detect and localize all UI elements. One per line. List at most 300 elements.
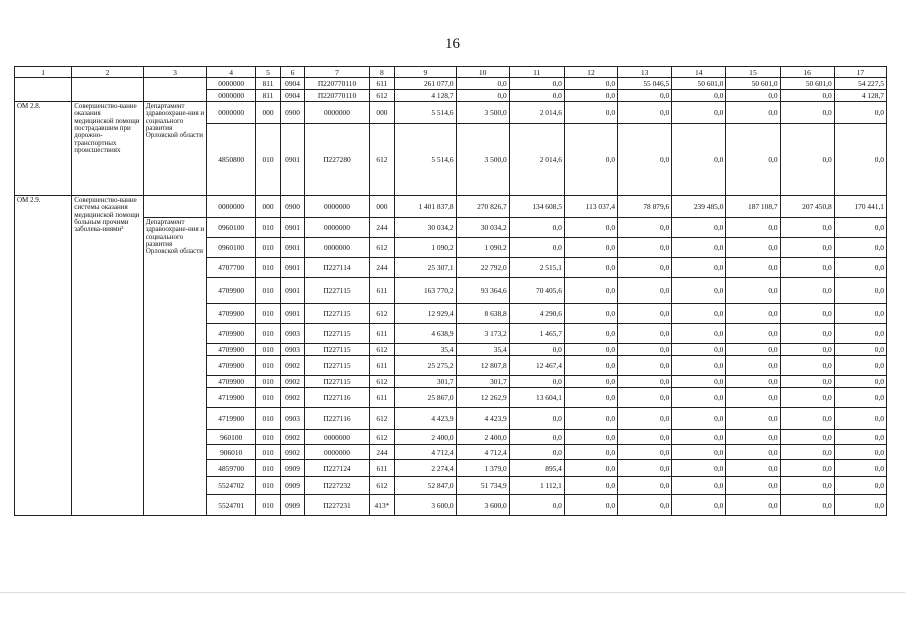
cell-col-16: 0,0 (780, 445, 834, 460)
cell-col-5: 010 (256, 356, 281, 376)
cell-col-14: 0,0 (672, 258, 726, 278)
cell-col-9: 2 274,4 (395, 460, 456, 477)
cell-col-9: 2 400,0 (395, 430, 456, 445)
cell-col-7: 0000000 (305, 238, 369, 258)
cell-col-15: 0,0 (726, 388, 780, 408)
cell-col-4: 4709900 (207, 344, 256, 356)
cell-col-2 (72, 78, 144, 102)
cell-col-6: 0904 (280, 78, 305, 90)
cell-col-12: 0,0 (564, 445, 617, 460)
table-row (15, 102, 887, 124)
cell-col-4: 5524702 (207, 477, 256, 495)
cell-col-13: 0,0 (618, 408, 672, 430)
cell-col-15: 50 601,0 (726, 78, 780, 90)
cell-col-17: 0,0 (834, 124, 886, 196)
cell-col-14: 50 601,0 (672, 78, 726, 90)
cell-col-14: 0,0 (672, 304, 726, 324)
cell-col-5: 811 (256, 78, 281, 90)
cell-col-16: 0,0 (780, 356, 834, 376)
cell-col-17: 0,0 (834, 304, 886, 324)
column-number: 8 (369, 67, 395, 78)
cell-col-15: 0,0 (726, 408, 780, 430)
cell-col-17: 0,0 (834, 477, 886, 495)
table-body (15, 67, 887, 516)
cell-col-5: 000 (256, 102, 281, 124)
cell-col-13: 0,0 (618, 304, 672, 324)
table-row (15, 196, 887, 218)
cell-col-17: 0,0 (834, 376, 886, 388)
cell-col-5: 010 (256, 218, 281, 238)
page-number: 16 (445, 36, 460, 52)
cell-col-8: 612 (369, 408, 395, 430)
cell-col-7: П227114 (305, 258, 369, 278)
cell-col-2: Совершенство-вание оказания медицинской помощи пострадавшим при дорожно-транспортных происшествиях (72, 102, 144, 196)
cell-col-14: 0,0 (672, 90, 726, 102)
cell-col-10: 8 638,8 (456, 304, 509, 324)
cell-col-6: 0903 (280, 408, 305, 430)
cell-col-17: 0,0 (834, 408, 886, 430)
cell-col-12: 0,0 (564, 218, 617, 238)
cell-col-6: 0902 (280, 445, 305, 460)
cell-col-12: 0,0 (564, 324, 617, 344)
cell-col-10: 22 792,0 (456, 258, 509, 278)
cell-col-4: 4707700 (207, 258, 256, 278)
cell-col-9: 30 034,2 (395, 218, 456, 238)
cell-col-10: 4 423,9 (456, 408, 509, 430)
cell-col-13: 0,0 (618, 218, 672, 238)
cell-col-8: 611 (369, 460, 395, 477)
cell-col-17: 4 128,7 (834, 90, 886, 102)
cell-col-16: 0,0 (780, 324, 834, 344)
cell-col-4: 4850800 (207, 124, 256, 196)
cell-col-4: 0000000 (207, 196, 256, 218)
cell-col-4: 4709900 (207, 278, 256, 304)
cell-col-16: 0,0 (780, 495, 834, 516)
cell-col-15: 0,0 (726, 324, 780, 344)
cell-col-8: 612 (369, 124, 395, 196)
cell-col-10: 0,0 (456, 78, 509, 90)
cell-col-5: 010 (256, 477, 281, 495)
column-number: 7 (305, 67, 369, 78)
cell-col-15: 0,0 (726, 238, 780, 258)
cell-col-6: 0901 (280, 238, 305, 258)
cell-col-14: 0,0 (672, 408, 726, 430)
cell-col-12: 0,0 (564, 408, 617, 430)
cell-col-7: П220770110 (305, 78, 369, 90)
cell-col-12: 0,0 (564, 304, 617, 324)
cell-col-10: 51 734,9 (456, 477, 509, 495)
cell-col-10: 30 034,2 (456, 218, 509, 238)
cell-col-17: 0,0 (834, 460, 886, 477)
cell-col-12: 0,0 (564, 388, 617, 408)
cell-col-6: 0903 (280, 344, 305, 356)
cell-col-8: 244 (369, 445, 395, 460)
cell-col-13: 0,0 (618, 324, 672, 344)
cell-col-12: 0,0 (564, 477, 617, 495)
cell-col-13: 0,0 (618, 430, 672, 445)
cell-col-14: 0,0 (672, 477, 726, 495)
cell-col-10: 3 500,0 (456, 102, 509, 124)
cell-col-6: 0901 (280, 258, 305, 278)
cell-col-5: 010 (256, 238, 281, 258)
cell-col-8: 611 (369, 388, 395, 408)
cell-col-7: П227116 (305, 408, 369, 430)
cell-col-8: 611 (369, 78, 395, 90)
cell-col-9: 5 514,6 (395, 124, 456, 196)
cell-col-9: 1 090,2 (395, 238, 456, 258)
cell-col-8: 612 (369, 477, 395, 495)
cell-col-16: 0,0 (780, 124, 834, 196)
cell-col-6: 0901 (280, 304, 305, 324)
cell-col-12: 0,0 (564, 356, 617, 376)
column-number: 11 (509, 67, 564, 78)
cell-col-4: 4709900 (207, 324, 256, 344)
cell-col-13: 0,0 (618, 344, 672, 356)
cell-col-5: 010 (256, 388, 281, 408)
cell-col-16: 0,0 (780, 238, 834, 258)
cell-col-5: 010 (256, 344, 281, 356)
cell-col-4: 4719900 (207, 408, 256, 430)
cell-col-15: 0,0 (726, 376, 780, 388)
cell-col-5: 010 (256, 408, 281, 430)
cell-col-12: 0,0 (564, 102, 617, 124)
cell-col-4: 5524701 (207, 495, 256, 516)
cell-col-10: 301,7 (456, 376, 509, 388)
cell-col-17: 0,0 (834, 344, 886, 356)
cell-col-7: П227232 (305, 477, 369, 495)
cell-col-16: 0,0 (780, 408, 834, 430)
cell-col-16: 0,0 (780, 344, 834, 356)
cell-col-4: 0000000 (207, 102, 256, 124)
cell-col-13: 0,0 (618, 495, 672, 516)
cell-col-12: 0,0 (564, 90, 617, 102)
column-number: 10 (456, 67, 509, 78)
cell-col-15: 0,0 (726, 304, 780, 324)
table-row (15, 218, 887, 238)
cell-col-6: 0900 (280, 196, 305, 218)
cell-col-8: 612 (369, 430, 395, 445)
cell-col-7: 0000000 (305, 445, 369, 460)
cell-col-15: 0,0 (726, 344, 780, 356)
cell-col-16: 0,0 (780, 102, 834, 124)
cell-col-15: 0,0 (726, 90, 780, 102)
cell-col-5: 010 (256, 324, 281, 344)
cell-col-10: 93 364,6 (456, 278, 509, 304)
cell-col-9: 1 401 837,8 (395, 196, 456, 218)
cell-col-4: 0000000 (207, 90, 256, 102)
cell-col-12: 0,0 (564, 278, 617, 304)
cell-col-7: П227115 (305, 278, 369, 304)
cell-col-17: 54 227,5 (834, 78, 886, 90)
cell-col-13: 0,0 (618, 258, 672, 278)
cell-col-14: 0,0 (672, 324, 726, 344)
cell-col-11: 2 014,6 (509, 102, 564, 124)
cell-col-11: 2 515,1 (509, 258, 564, 278)
cell-col-17: 0,0 (834, 278, 886, 304)
cell-col-17: 0,0 (834, 324, 886, 344)
cell-col-11: 4 290,6 (509, 304, 564, 324)
cell-col-11: 895,4 (509, 460, 564, 477)
cell-col-11: 0,0 (509, 408, 564, 430)
cell-col-17: 0,0 (834, 102, 886, 124)
cell-col-5: 000 (256, 196, 281, 218)
cell-col-7: П227115 (305, 356, 369, 376)
cell-col-10: 270 826,7 (456, 196, 509, 218)
cell-col-13: 0,0 (618, 460, 672, 477)
cell-col-4: 4709900 (207, 356, 256, 376)
cell-col-6: 0900 (280, 102, 305, 124)
cell-col-15: 0,0 (726, 102, 780, 124)
cell-col-7: П220770110 (305, 90, 369, 102)
cell-col-9: 4 128,7 (395, 90, 456, 102)
column-number: 4 (207, 67, 256, 78)
cell-col-14: 0,0 (672, 430, 726, 445)
cell-col-11: 0,0 (509, 218, 564, 238)
cell-col-14: 0,0 (672, 124, 726, 196)
cell-col-16: 0,0 (780, 258, 834, 278)
cell-col-12: 0,0 (564, 344, 617, 356)
cell-col-8: 612 (369, 344, 395, 356)
cell-col-17: 0,0 (834, 445, 886, 460)
cell-col-16: 0,0 (780, 477, 834, 495)
column-number: 17 (834, 67, 886, 78)
cell-col-15: 187 108,7 (726, 196, 780, 218)
cell-col-9: 4 712,4 (395, 445, 456, 460)
cell-col-4: 906010 (207, 445, 256, 460)
cell-col-10: 2 400,0 (456, 430, 509, 445)
cell-col-12: 0,0 (564, 258, 617, 278)
cell-col-12: 0,0 (564, 376, 617, 388)
cell-col-5: 811 (256, 90, 281, 102)
cell-col-7: П227231 (305, 495, 369, 516)
cell-col-5: 010 (256, 304, 281, 324)
cell-col-5: 010 (256, 460, 281, 477)
cell-col-8: 413* (369, 495, 395, 516)
cell-col-9: 12 929,4 (395, 304, 456, 324)
cell-col-8: 611 (369, 324, 395, 344)
cell-col-15: 0,0 (726, 445, 780, 460)
cell-col-3: Департамент здравоохране-ния и социального развития Орловской области (143, 218, 206, 516)
cell-col-1: ОМ 2.8. (15, 102, 72, 196)
cell-col-8: 612 (369, 90, 395, 102)
page-edge-line (0, 592, 905, 593)
cell-col-7: П227115 (305, 324, 369, 344)
cell-col-9: 5 514,6 (395, 102, 456, 124)
cell-col-16: 0,0 (780, 304, 834, 324)
cell-col-12: 0,0 (564, 124, 617, 196)
column-number: 9 (395, 67, 456, 78)
cell-col-13: 0,0 (618, 356, 672, 376)
cell-col-10: 4 712,4 (456, 445, 509, 460)
column-numbers-row (15, 67, 887, 78)
cell-col-11: 0,0 (509, 344, 564, 356)
cell-col-13: 0,0 (618, 376, 672, 388)
column-number: 1 (15, 67, 72, 78)
cell-col-6: 0903 (280, 324, 305, 344)
cell-col-13: 0,0 (618, 477, 672, 495)
cell-col-10: 1 090,2 (456, 238, 509, 258)
cell-col-15: 0,0 (726, 460, 780, 477)
cell-col-9: 52 847,0 (395, 477, 456, 495)
cell-col-13: 0,0 (618, 445, 672, 460)
cell-col-5: 010 (256, 495, 281, 516)
cell-col-14: 239 485,0 (672, 196, 726, 218)
cell-col-17: 0,0 (834, 495, 886, 516)
cell-col-14: 0,0 (672, 102, 726, 124)
cell-col-5: 010 (256, 258, 281, 278)
cell-col-4: 4709900 (207, 304, 256, 324)
cell-col-11: 2 014,6 (509, 124, 564, 196)
cell-col-16: 207 450,8 (780, 196, 834, 218)
cell-col-5: 010 (256, 124, 281, 196)
budget-table (14, 66, 887, 516)
cell-col-9: 3 600,0 (395, 495, 456, 516)
cell-col-3 (143, 196, 206, 218)
cell-col-13: 0,0 (618, 278, 672, 304)
cell-col-13: 0,0 (618, 238, 672, 258)
cell-col-8: 000 (369, 196, 395, 218)
cell-col-9: 25 275,2 (395, 356, 456, 376)
cell-col-8: 611 (369, 356, 395, 376)
cell-col-7: П227116 (305, 388, 369, 408)
cell-col-7: П227115 (305, 376, 369, 388)
cell-col-9: 25 307,1 (395, 258, 456, 278)
cell-col-7: 0000000 (305, 430, 369, 445)
cell-col-5: 010 (256, 445, 281, 460)
cell-col-15: 0,0 (726, 218, 780, 238)
cell-col-6: 0909 (280, 460, 305, 477)
cell-col-15: 0,0 (726, 356, 780, 376)
cell-col-17: 0,0 (834, 238, 886, 258)
cell-col-3: Департамент здравоохране-ния и социального развития Орловской области (143, 102, 206, 196)
cell-col-11: 1 465,7 (509, 324, 564, 344)
cell-col-11: 0,0 (509, 430, 564, 445)
cell-col-12: 0,0 (564, 495, 617, 516)
cell-col-14: 0,0 (672, 388, 726, 408)
cell-col-14: 0,0 (672, 278, 726, 304)
cell-col-16: 0,0 (780, 90, 834, 102)
cell-col-11: 12 467,4 (509, 356, 564, 376)
cell-col-5: 010 (256, 376, 281, 388)
cell-col-9: 301,7 (395, 376, 456, 388)
cell-col-11: 13 604,1 (509, 388, 564, 408)
cell-col-10: 12 262,9 (456, 388, 509, 408)
cell-col-4: 960100 (207, 430, 256, 445)
cell-col-7: П227280 (305, 124, 369, 196)
cell-col-11: 0,0 (509, 376, 564, 388)
cell-col-13: 0,0 (618, 124, 672, 196)
cell-col-17: 0,0 (834, 218, 886, 238)
cell-col-16: 0,0 (780, 430, 834, 445)
cell-col-7: 0000000 (305, 218, 369, 238)
cell-col-10: 3 600,0 (456, 495, 509, 516)
cell-col-14: 0,0 (672, 495, 726, 516)
cell-col-13: 0,0 (618, 90, 672, 102)
cell-col-10: 0,0 (456, 90, 509, 102)
column-number: 16 (780, 67, 834, 78)
cell-col-6: 0901 (280, 124, 305, 196)
cell-col-9: 261 077,0 (395, 78, 456, 90)
cell-col-4: 4719900 (207, 388, 256, 408)
cell-col-7: 0000000 (305, 102, 369, 124)
cell-col-8: 612 (369, 238, 395, 258)
cell-col-3 (143, 78, 206, 102)
cell-col-11: 134 608,5 (509, 196, 564, 218)
cell-col-17: 0,0 (834, 258, 886, 278)
cell-col-13: 0,0 (618, 388, 672, 408)
cell-col-14: 0,0 (672, 344, 726, 356)
cell-col-9: 4 423,9 (395, 408, 456, 430)
cell-col-10: 1 379,0 (456, 460, 509, 477)
cell-col-8: 612 (369, 376, 395, 388)
column-number: 12 (564, 67, 617, 78)
cell-col-14: 0,0 (672, 356, 726, 376)
cell-col-4: 0960100 (207, 218, 256, 238)
cell-col-4: 4709900 (207, 376, 256, 388)
cell-col-16: 0,0 (780, 218, 834, 238)
cell-col-9: 35,4 (395, 344, 456, 356)
cell-col-6: 0902 (280, 356, 305, 376)
cell-col-12: 0,0 (564, 78, 617, 90)
cell-col-11: 0,0 (509, 78, 564, 90)
cell-col-6: 0902 (280, 376, 305, 388)
column-number: 15 (726, 67, 780, 78)
cell-col-12: 113 037,4 (564, 196, 617, 218)
cell-col-15: 0,0 (726, 477, 780, 495)
cell-col-7: П227115 (305, 344, 369, 356)
cell-col-16: 0,0 (780, 376, 834, 388)
cell-col-6: 0904 (280, 90, 305, 102)
cell-col-16: 0,0 (780, 278, 834, 304)
cell-col-14: 0,0 (672, 445, 726, 460)
cell-col-8: 244 (369, 218, 395, 238)
cell-col-8: 612 (369, 304, 395, 324)
cell-col-13: 0,0 (618, 102, 672, 124)
column-number: 13 (618, 67, 672, 78)
cell-col-9: 4 638,9 (395, 324, 456, 344)
cell-col-6: 0902 (280, 430, 305, 445)
cell-col-12: 0,0 (564, 460, 617, 477)
cell-col-6: 0909 (280, 495, 305, 516)
column-number: 5 (256, 67, 281, 78)
column-number: 3 (143, 67, 206, 78)
cell-col-7: 0000000 (305, 196, 369, 218)
cell-col-17: 0,0 (834, 430, 886, 445)
cell-col-7: П227115 (305, 304, 369, 324)
column-number: 2 (72, 67, 144, 78)
cell-col-15: 0,0 (726, 495, 780, 516)
cell-col-15: 0,0 (726, 258, 780, 278)
cell-col-16: 50 601,0 (780, 78, 834, 90)
cell-col-10: 3 173,2 (456, 324, 509, 344)
cell-col-17: 0,0 (834, 356, 886, 376)
cell-col-17: 170 441,1 (834, 196, 886, 218)
column-number: 6 (280, 67, 305, 78)
cell-col-14: 0,0 (672, 238, 726, 258)
cell-col-5: 010 (256, 278, 281, 304)
column-number: 14 (672, 67, 726, 78)
cell-col-11: 0,0 (509, 445, 564, 460)
cell-col-14: 0,0 (672, 376, 726, 388)
cell-col-5: 010 (256, 430, 281, 445)
cell-col-16: 0,0 (780, 388, 834, 408)
cell-col-6: 0901 (280, 278, 305, 304)
cell-col-15: 0,0 (726, 278, 780, 304)
cell-col-4: 4859700 (207, 460, 256, 477)
cell-col-15: 0,0 (726, 430, 780, 445)
cell-col-15: 0,0 (726, 124, 780, 196)
cell-col-11: 0,0 (509, 495, 564, 516)
